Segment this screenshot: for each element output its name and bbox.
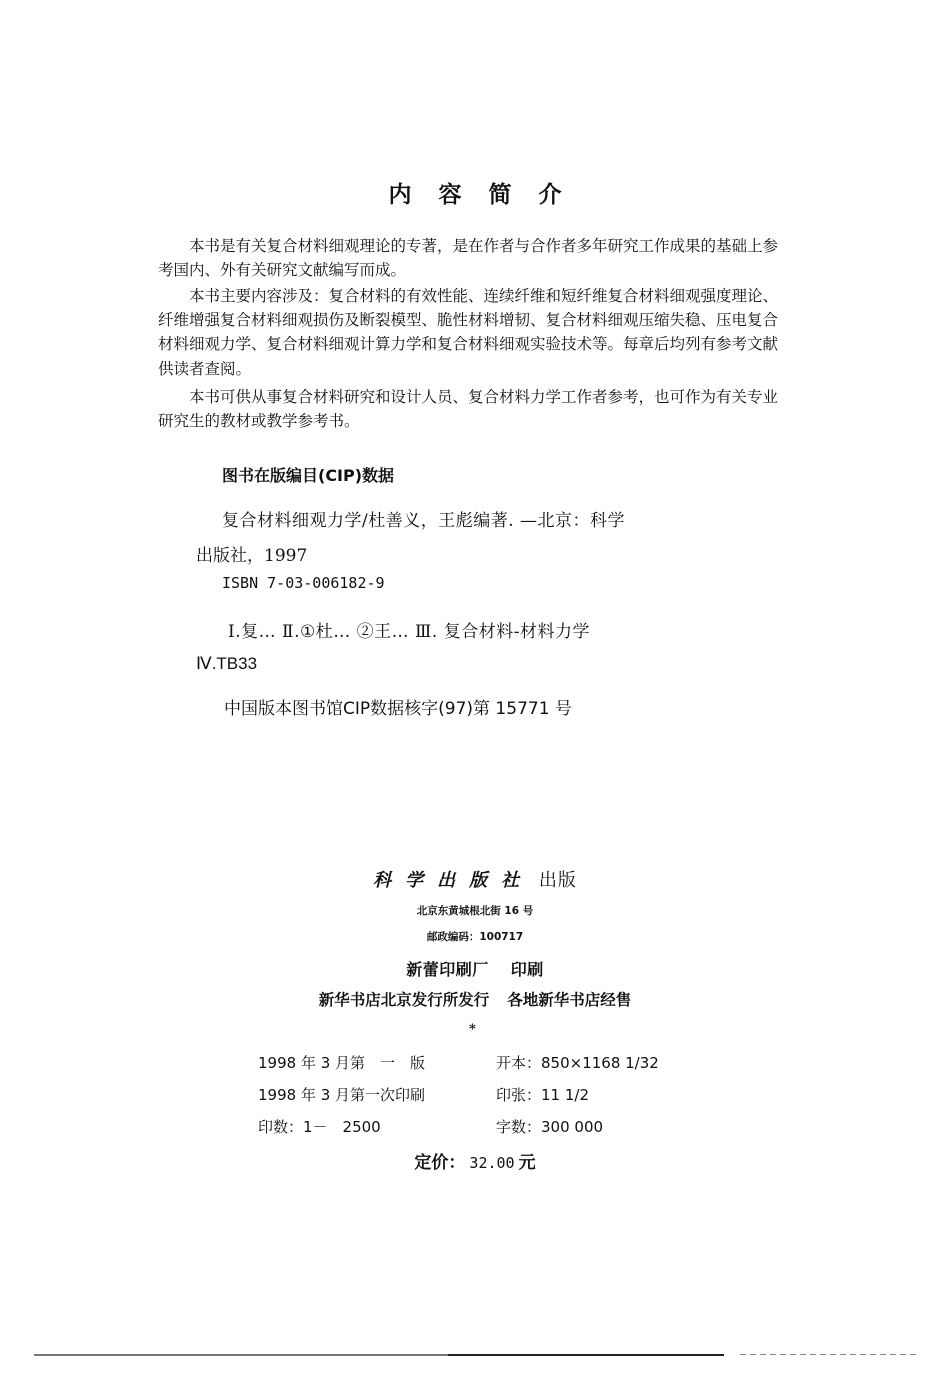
publisher-postcode: 邮政编码：100717 <box>426 931 524 943</box>
distribution-line <box>0 988 950 1010</box>
price-unit: 元 <box>518 1153 536 1173</box>
spec-words: 字数：300 000 <box>496 1118 604 1136</box>
price-value: 32.00 <box>469 1154 515 1172</box>
intro-paragraph-3-text: 本书可供从事复合材料研究和设计人员、复合材料力学工作者参考，也可作为有关专业研究生的教材或教学参考书。 <box>158 388 779 431</box>
star-separator: * <box>469 1022 476 1037</box>
cip-classification: Ⅳ.TB33 <box>196 654 258 673</box>
spec-copies: 印数：1－ 2500 <box>258 1118 381 1136</box>
printer-line <box>0 957 950 980</box>
cip-publisher-year: 出版社，1997 <box>196 546 308 566</box>
printer-suffix: 印刷 <box>510 960 544 979</box>
publisher-suffix: 出版 <box>538 870 577 891</box>
cip-isbn: ISBN 7-03-006182-9 <box>222 574 385 592</box>
distributor: 新华书店北京发行所发行 <box>318 991 490 1009</box>
spec-printing: 1998 年 3 月第一次印刷 <box>258 1086 426 1104</box>
intro-paragraph-3 <box>158 385 778 433</box>
page-title: 内容简介 <box>388 182 589 208</box>
spec-edition: 1998 年 3 月第 一 版 <box>258 1054 426 1072</box>
intro-paragraph-2-text: 本书主要内容涉及：复合材料的有效性能、连续纤维和短纤维复合材料细观强度理论、纤维增强复合材料细观损伤及断裂模型、脆性材料增韧、复合材料细观压缩失稳、压电复合材料细观力学、复合材料细观计算力学和复合材料细观实验技术等。每章后均列有参考文献供读者查阅。 <box>158 287 779 378</box>
publisher-logo-text: 科学出版社 <box>373 870 534 891</box>
publisher-row <box>0 866 950 892</box>
price-label: 定价： <box>414 1153 466 1173</box>
price-row <box>0 1148 950 1173</box>
printer-name: 新蕾印刷厂 <box>406 960 489 979</box>
intro-paragraph-1 <box>158 234 778 282</box>
intro-paragraph-1-text: 本书是有关复合材料细观理论的专著，是在作者与合作者多年研究工作成果的基础上参考国内、外有关研究文献编写而成。 <box>158 237 779 280</box>
cip-title-author: 复合材料细观力学/杜善义，王彪编著. —北京：科学 <box>222 511 626 531</box>
spec-format: 开本：850×1168 1/32 <box>496 1054 659 1072</box>
bottom-rule <box>34 1354 724 1356</box>
publisher-address: 北京东黄城根北街 16 号 <box>416 905 534 917</box>
cip-heading: 图书在版编目(CIP)数据 <box>222 466 395 485</box>
cip-record-number: 中国版本图书馆CIP数据核字(97)第 15771 号 <box>224 699 572 719</box>
cip-subject-entries: Ⅰ.复… Ⅱ.①杜… ②王… Ⅲ. 复合材料-材料力学 <box>228 622 590 642</box>
intro-paragraph-2 <box>158 284 778 381</box>
bottom-rule-tail <box>740 1354 920 1355</box>
spec-sheets: 印张：11 1/2 <box>496 1086 589 1104</box>
distributor-suffix: 各地新华书店经售 <box>507 991 632 1009</box>
